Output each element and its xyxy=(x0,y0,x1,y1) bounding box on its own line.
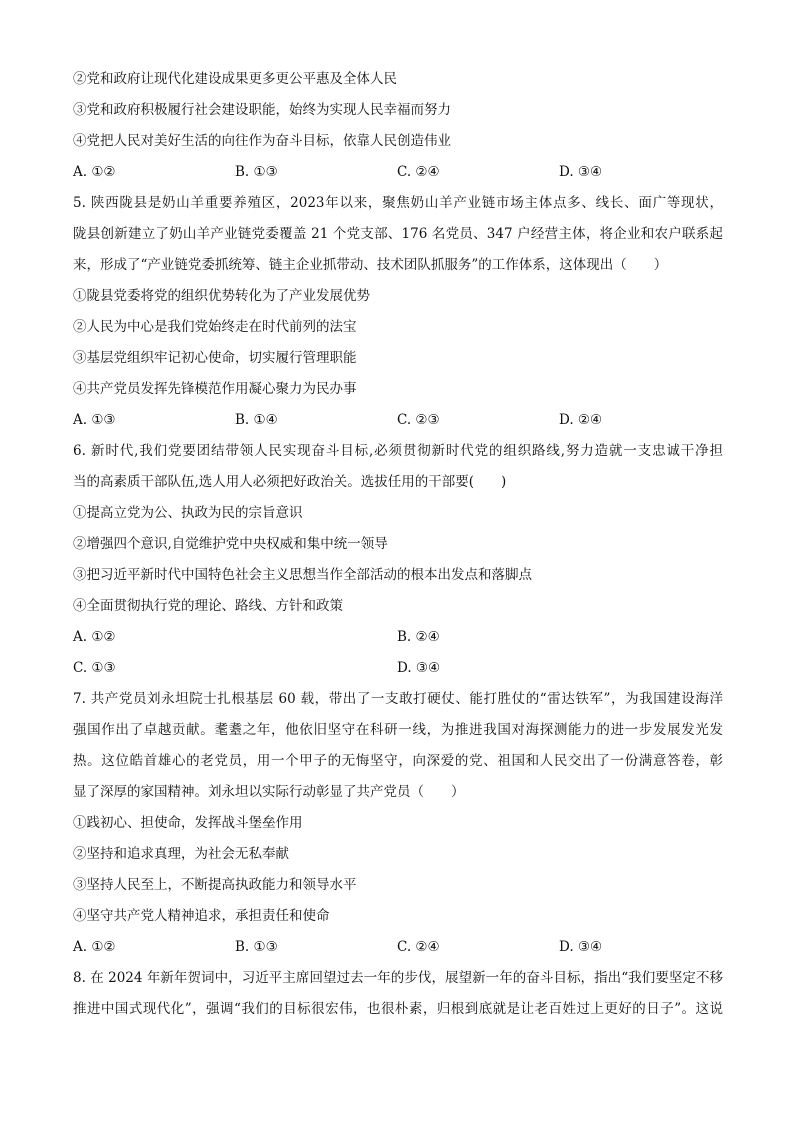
q8-stem-line-1: 8. 在 2024 年新年贺词中，习近平主席回望过去一年的步伐，展望新一年的奋斗目标，指出“我们要坚定不移 xyxy=(73,970,723,986)
q6-option-a[interactable]: A. ①② xyxy=(73,629,116,645)
q6-stem-line-1: 6. 新时代,我们党要团结带领人民实现奋斗目标,必须贯彻新时代党的组织路线,努力造就一支忠诚干净担 xyxy=(73,443,723,459)
q6-statement-4: ④全面贯彻执行党的理论、路线、方针和政策 xyxy=(73,598,343,614)
q4-statement-3: ③党和政府积极履行社会建设职能，始终为实现人民幸福而努力 xyxy=(73,102,451,118)
q7-option-a[interactable]: A. ①② xyxy=(73,939,116,955)
q4-option-d[interactable]: D. ③④ xyxy=(559,164,603,180)
q6-options-row-1 xyxy=(73,622,723,653)
q6-stem-line-2: 当的高素质干部队伍,选人用人必须把好政治关。选拔任用的干部要( ) xyxy=(73,474,507,490)
q6-option-c[interactable]: C. ①③ xyxy=(73,660,116,676)
q6-options-row-2 xyxy=(73,653,723,684)
q7-statement-2: ②坚持和追求真理，为社会无私奉献 xyxy=(73,846,289,862)
q7-option-c[interactable]: C. ②④ xyxy=(397,939,440,955)
q5-option-d[interactable]: D. ②④ xyxy=(559,412,603,428)
q7-stem-line-1: 7. 共产党员刘永坦院士扎根基层 60 载，带出了一支敢打硬仗、能打胜仗的“雷达铁军”，为我国建设海洋 xyxy=(73,691,723,707)
q7-statement-1: ①践初心、担使命，发挥战斗堡垒作用 xyxy=(73,815,303,831)
q7-option-d[interactable]: D. ③④ xyxy=(559,939,603,955)
q4-statement-2: ②党和政府让现代化建设成果更多更公平惠及全体人民 xyxy=(73,71,397,87)
q5-statement-2: ②人民为中心是我们党始终走在时代前列的法宝 xyxy=(73,319,357,335)
q5-stem-line-1: 5. 陕西陇县是奶山羊重要养殖区，2023年以来，聚焦奶山羊产业链市场主体点多、线长、面广等现状， xyxy=(73,195,723,211)
q5-option-c[interactable]: C. ②③ xyxy=(397,412,440,428)
q7-stem-line-4: 显了深厚的家国精神。刘永坦以实际行动彰显了共产党员（ ） xyxy=(73,784,465,800)
q4-option-a[interactable]: A. ①② xyxy=(73,164,116,180)
q5-option-a[interactable]: A. ①③ xyxy=(73,412,116,428)
q7-option-b[interactable]: B. ①③ xyxy=(235,939,278,955)
q5-options xyxy=(73,405,723,436)
q5-stem-line-3: 来，形成了“产业链党委抓统筹、链主企业抓带动、技术团队抓服务”的工作体系，这体现出（ ） xyxy=(73,257,668,273)
q7-statement-4: ④坚守共产党人精神追求，承担责任和使命 xyxy=(73,908,330,924)
q4-statement-4: ④党把人民对美好生活的向往作为奋斗目标，依靠人民创造伟业 xyxy=(73,133,451,149)
q6-option-d[interactable]: D. ③④ xyxy=(397,660,441,676)
q5-statement-1: ①陇县党委将党的组织优势转化为了产业发展优势 xyxy=(73,288,370,304)
q7-stem-line-3: 热。这位皓首雄心的老党员，用一个甲子的无悔坚守，向深爱的党、祖国和人民交出了一份满意答卷，彰 xyxy=(73,753,723,769)
q6-statement-1: ①提高立党为公、执政为民的宗旨意识 xyxy=(73,505,303,521)
q4-option-b[interactable]: B. ①③ xyxy=(235,164,278,180)
q5-option-b[interactable]: B. ①④ xyxy=(235,412,278,428)
q5-stem-line-2: 陇县创新建立了奶山羊产业链党委覆盖 21 个党支部、176 名党员、347 户经营主体，将企业和农户联系起 xyxy=(73,226,723,242)
q6-statement-3: ③把习近平新时代中国特色社会主义思想当作全部活动的根本出发点和落脚点 xyxy=(73,567,532,583)
q7-statement-3: ③坚持人民至上，不断提高执政能力和领导水平 xyxy=(73,877,357,893)
q8-stem-line-2: 推进中国式现代化”，强调“我们的目标很宏伟，也很朴素，归根到底就是让老百姓过上更好的日子”。这说 xyxy=(73,1001,723,1017)
q7-stem-line-2: 强国作出了卓越贡献。耄耋之年，他依旧坚守在科研一线，为推进我国对海探测能力的进一步发展发光发 xyxy=(73,722,723,738)
q7-options xyxy=(73,932,723,963)
q6-statement-2: ②增强四个意识,自觉维护党中央权威和集中统一领导 xyxy=(73,536,388,552)
q5-statement-3: ③基层党组织牢记初心使命，切实履行管理职能 xyxy=(73,350,357,366)
q5-statement-4: ④共产党员发挥先锋模范作用凝心聚力为民办事 xyxy=(73,381,357,397)
q4-option-c[interactable]: C. ②④ xyxy=(397,164,440,180)
q6-option-b[interactable]: B. ②④ xyxy=(397,629,440,645)
q4-options xyxy=(73,157,723,188)
